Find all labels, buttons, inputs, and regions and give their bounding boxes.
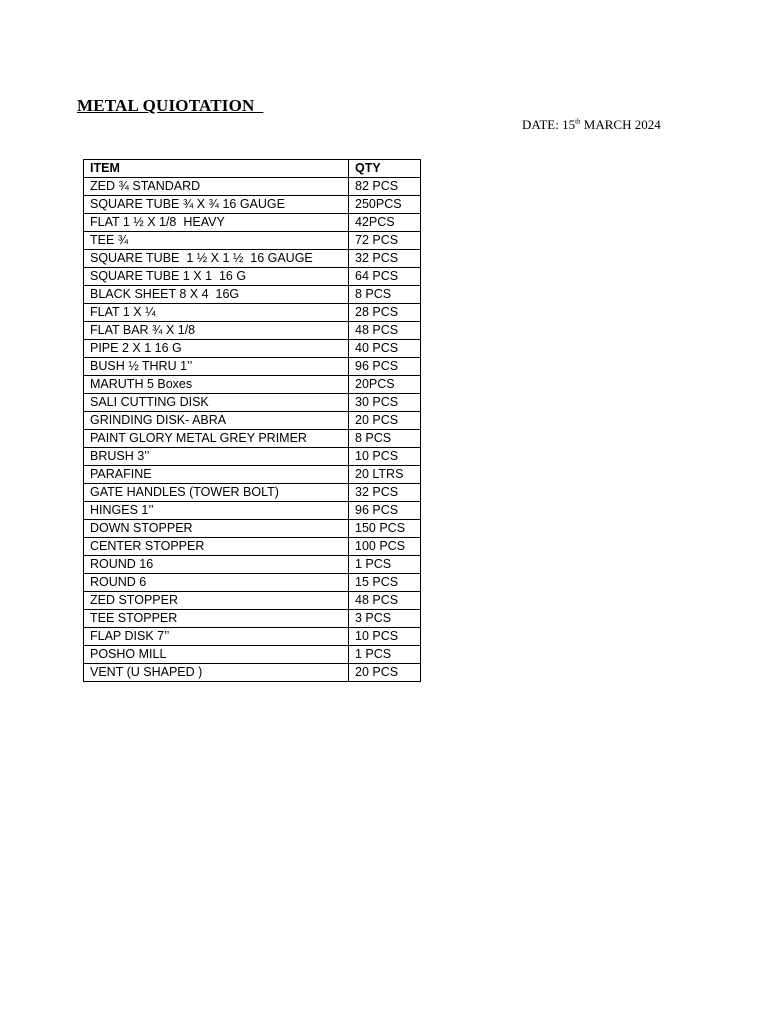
qty-cell: 96 PCS <box>349 358 421 376</box>
item-cell: BRUSH 3’’ <box>84 448 349 466</box>
table-row <box>84 502 421 520</box>
table-row <box>84 394 421 412</box>
table-row <box>84 664 421 682</box>
qty-cell: 20 PCS <box>349 412 421 430</box>
table-row <box>84 340 421 358</box>
item-cell: ZED STOPPER <box>84 592 349 610</box>
qty-cell: 48 PCS <box>349 322 421 340</box>
qty-cell: 42PCS <box>349 214 421 232</box>
item-cell: SQUARE TUBE 1 X 1 16 G <box>84 268 349 286</box>
item-cell: SALI CUTTING DISK <box>84 394 349 412</box>
qty-cell: 8 PCS <box>349 286 421 304</box>
qty-cell: 82 PCS <box>349 178 421 196</box>
qty-cell: 20 PCS <box>349 664 421 682</box>
table-row <box>84 448 421 466</box>
table-row <box>84 304 421 322</box>
table-row <box>84 412 421 430</box>
table-row <box>84 286 421 304</box>
item-cell: VENT (U SHAPED ) <box>84 664 349 682</box>
document-date <box>522 117 661 133</box>
item-cell: BLACK SHEET 8 X 4 16G <box>84 286 349 304</box>
quotation-table <box>83 159 421 682</box>
item-cell: ROUND 16 <box>84 556 349 574</box>
item-cell: BUSH ½ THRU 1’’ <box>84 358 349 376</box>
table-row <box>84 376 421 394</box>
qty-cell: 20 LTRS <box>349 466 421 484</box>
item-cell: TEE ¾ <box>84 232 349 250</box>
table-header-row <box>84 160 421 178</box>
qty-cell: 10 PCS <box>349 448 421 466</box>
table-row <box>84 556 421 574</box>
table-row <box>84 592 421 610</box>
qty-cell: 28 PCS <box>349 304 421 322</box>
date-prefix: DATE: 15 <box>522 117 576 132</box>
item-cell: GATE HANDLES (TOWER BOLT) <box>84 484 349 502</box>
qty-cell: 8 PCS <box>349 430 421 448</box>
table-row <box>84 358 421 376</box>
qty-cell: 96 PCS <box>349 502 421 520</box>
qty-cell: 150 PCS <box>349 520 421 538</box>
header-qty: QTY <box>349 160 421 178</box>
date-month-year: MARCH 2024 <box>580 117 661 132</box>
item-cell: GRINDING DISK- ABRA <box>84 412 349 430</box>
item-cell: SQUARE TUBE ¾ X ¾ 16 GAUGE <box>84 196 349 214</box>
item-cell: TEE STOPPER <box>84 610 349 628</box>
qty-cell: 64 PCS <box>349 268 421 286</box>
table-row <box>84 628 421 646</box>
table-row <box>84 466 421 484</box>
item-cell: PARAFINE <box>84 466 349 484</box>
qty-cell: 100 PCS <box>349 538 421 556</box>
item-cell: MARUTH 5 Boxes <box>84 376 349 394</box>
table-row <box>84 574 421 592</box>
table-row <box>84 214 421 232</box>
item-cell: DOWN STOPPER <box>84 520 349 538</box>
item-cell: CENTER STOPPER <box>84 538 349 556</box>
item-cell: SQUARE TUBE 1 ½ X 1 ½ 16 GAUGE <box>84 250 349 268</box>
qty-cell: 40 PCS <box>349 340 421 358</box>
qty-cell: 32 PCS <box>349 250 421 268</box>
table-row <box>84 250 421 268</box>
item-cell: FLAT 1 X ¼ <box>84 304 349 322</box>
table-row <box>84 232 421 250</box>
qty-cell: 48 PCS <box>349 592 421 610</box>
item-cell: ZED ¾ STANDARD <box>84 178 349 196</box>
table-row <box>84 646 421 664</box>
item-cell: HINGES 1’’ <box>84 502 349 520</box>
table-row <box>84 196 421 214</box>
table-row <box>84 322 421 340</box>
item-cell: ROUND 6 <box>84 574 349 592</box>
qty-cell: 10 PCS <box>349 628 421 646</box>
table-row <box>84 430 421 448</box>
table-body <box>84 178 421 682</box>
qty-cell: 3 PCS <box>349 610 421 628</box>
qty-cell: 72 PCS <box>349 232 421 250</box>
item-cell: FLAT 1 ½ X 1/8 HEAVY <box>84 214 349 232</box>
item-cell: POSHO MILL <box>84 646 349 664</box>
table-row <box>84 268 421 286</box>
document-title: METAL QUIOTATION <box>77 96 264 115</box>
table-row <box>84 520 421 538</box>
date-ordinal-suffix: th <box>575 117 581 126</box>
table-row <box>84 484 421 502</box>
qty-cell: 32 PCS <box>349 484 421 502</box>
qty-cell: 15 PCS <box>349 574 421 592</box>
item-cell: FLAT BAR ¾ X 1/8 <box>84 322 349 340</box>
qty-cell: 250PCS <box>349 196 421 214</box>
qty-cell: 20PCS <box>349 376 421 394</box>
header-item: ITEM <box>84 160 349 178</box>
qty-cell: 1 PCS <box>349 556 421 574</box>
qty-cell: 30 PCS <box>349 394 421 412</box>
item-cell: PAINT GLORY METAL GREY PRIMER <box>84 430 349 448</box>
table-row <box>84 178 421 196</box>
table-row <box>84 538 421 556</box>
table-row <box>84 610 421 628</box>
qty-cell: 1 PCS <box>349 646 421 664</box>
item-cell: FLAP DISK 7’’ <box>84 628 349 646</box>
item-cell: PIPE 2 X 1 16 G <box>84 340 349 358</box>
